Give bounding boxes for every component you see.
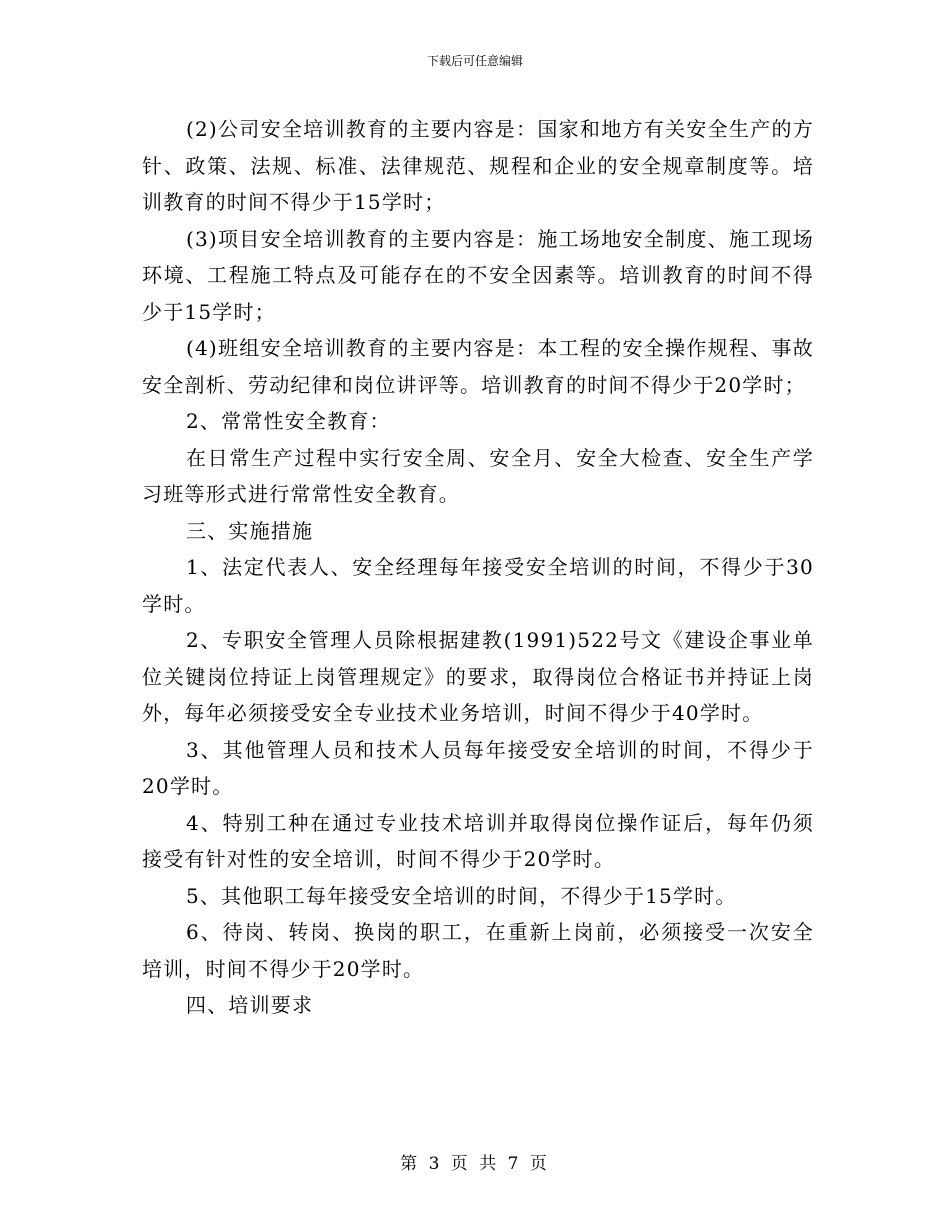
measure-item-1: 1、法定代表人、安全经理每年接受安全培训的时间，不得少于30学时。	[142, 555, 814, 616]
section-heading-requirements: 四、培训要求	[186, 993, 314, 1017]
page-header: 下载后可任意编辑	[426, 54, 523, 68]
measure-item-6: 6、待岗、转岗、换岗的职工，在重新上岗前，必须接受一次安全培训，时间不得少于20学时。	[142, 920, 814, 981]
paragraph-regular-education: 在日常生产过程中实行安全周、安全月、安全大检查、安全生产学习班等形式进行常常性安全教育。	[142, 445, 814, 506]
heading-regular-education: 2、常常性安全教育：	[186, 409, 391, 433]
paragraph-team-training: (4)班组安全培训教育的主要内容是：本工程的安全操作规程、事故安全剖析、劳动纪律和岗位讲评等。培训教育的时间不得少于20学时；	[142, 336, 814, 397]
measure-item-5: 5、其他职工每年接受安全培训的时间，不得少于15学时。	[186, 883, 737, 908]
paragraph-company-training: (2)公司安全培训教育的主要内容是：国家和地方有关安全生产的方针、政策、法规、标准、法律规范、规程和企业的安全规章制度等。培训教育的时间不得少于15学时；	[142, 117, 814, 214]
paragraph-project-training: (3)项目安全培训教育的主要内容是：施工场地安全制度、施工现场环境、工程施工特点及可能存在的不安全因素等。培训教育的时间不得少于15学时；	[142, 226, 814, 324]
section-heading-measures: 三、实施措施	[186, 518, 314, 543]
measure-item-2: 2、专职安全管理人员除根据建教(1991)522号文《建设企事业单位关键岗位持证上岗管理规定》的要求，取得岗位合格证书并持证上岗外，每年必须接受安全专业技术业务培训，时间不得少于40学时。	[142, 628, 814, 725]
document-body	[142, 111, 814, 1024]
page-number: 第 3 页 共 7 页	[400, 1154, 550, 1174]
measure-item-3: 3、其他管理人员和技术人员每年接受安全培训的时间，不得少于20学时。	[142, 737, 814, 798]
measure-item-4: 4、特别工种在通过专业技术培训并取得岗位操作证后，每年仍须接受有针对性的安全培训，时间不得少于20学时。	[142, 810, 814, 871]
